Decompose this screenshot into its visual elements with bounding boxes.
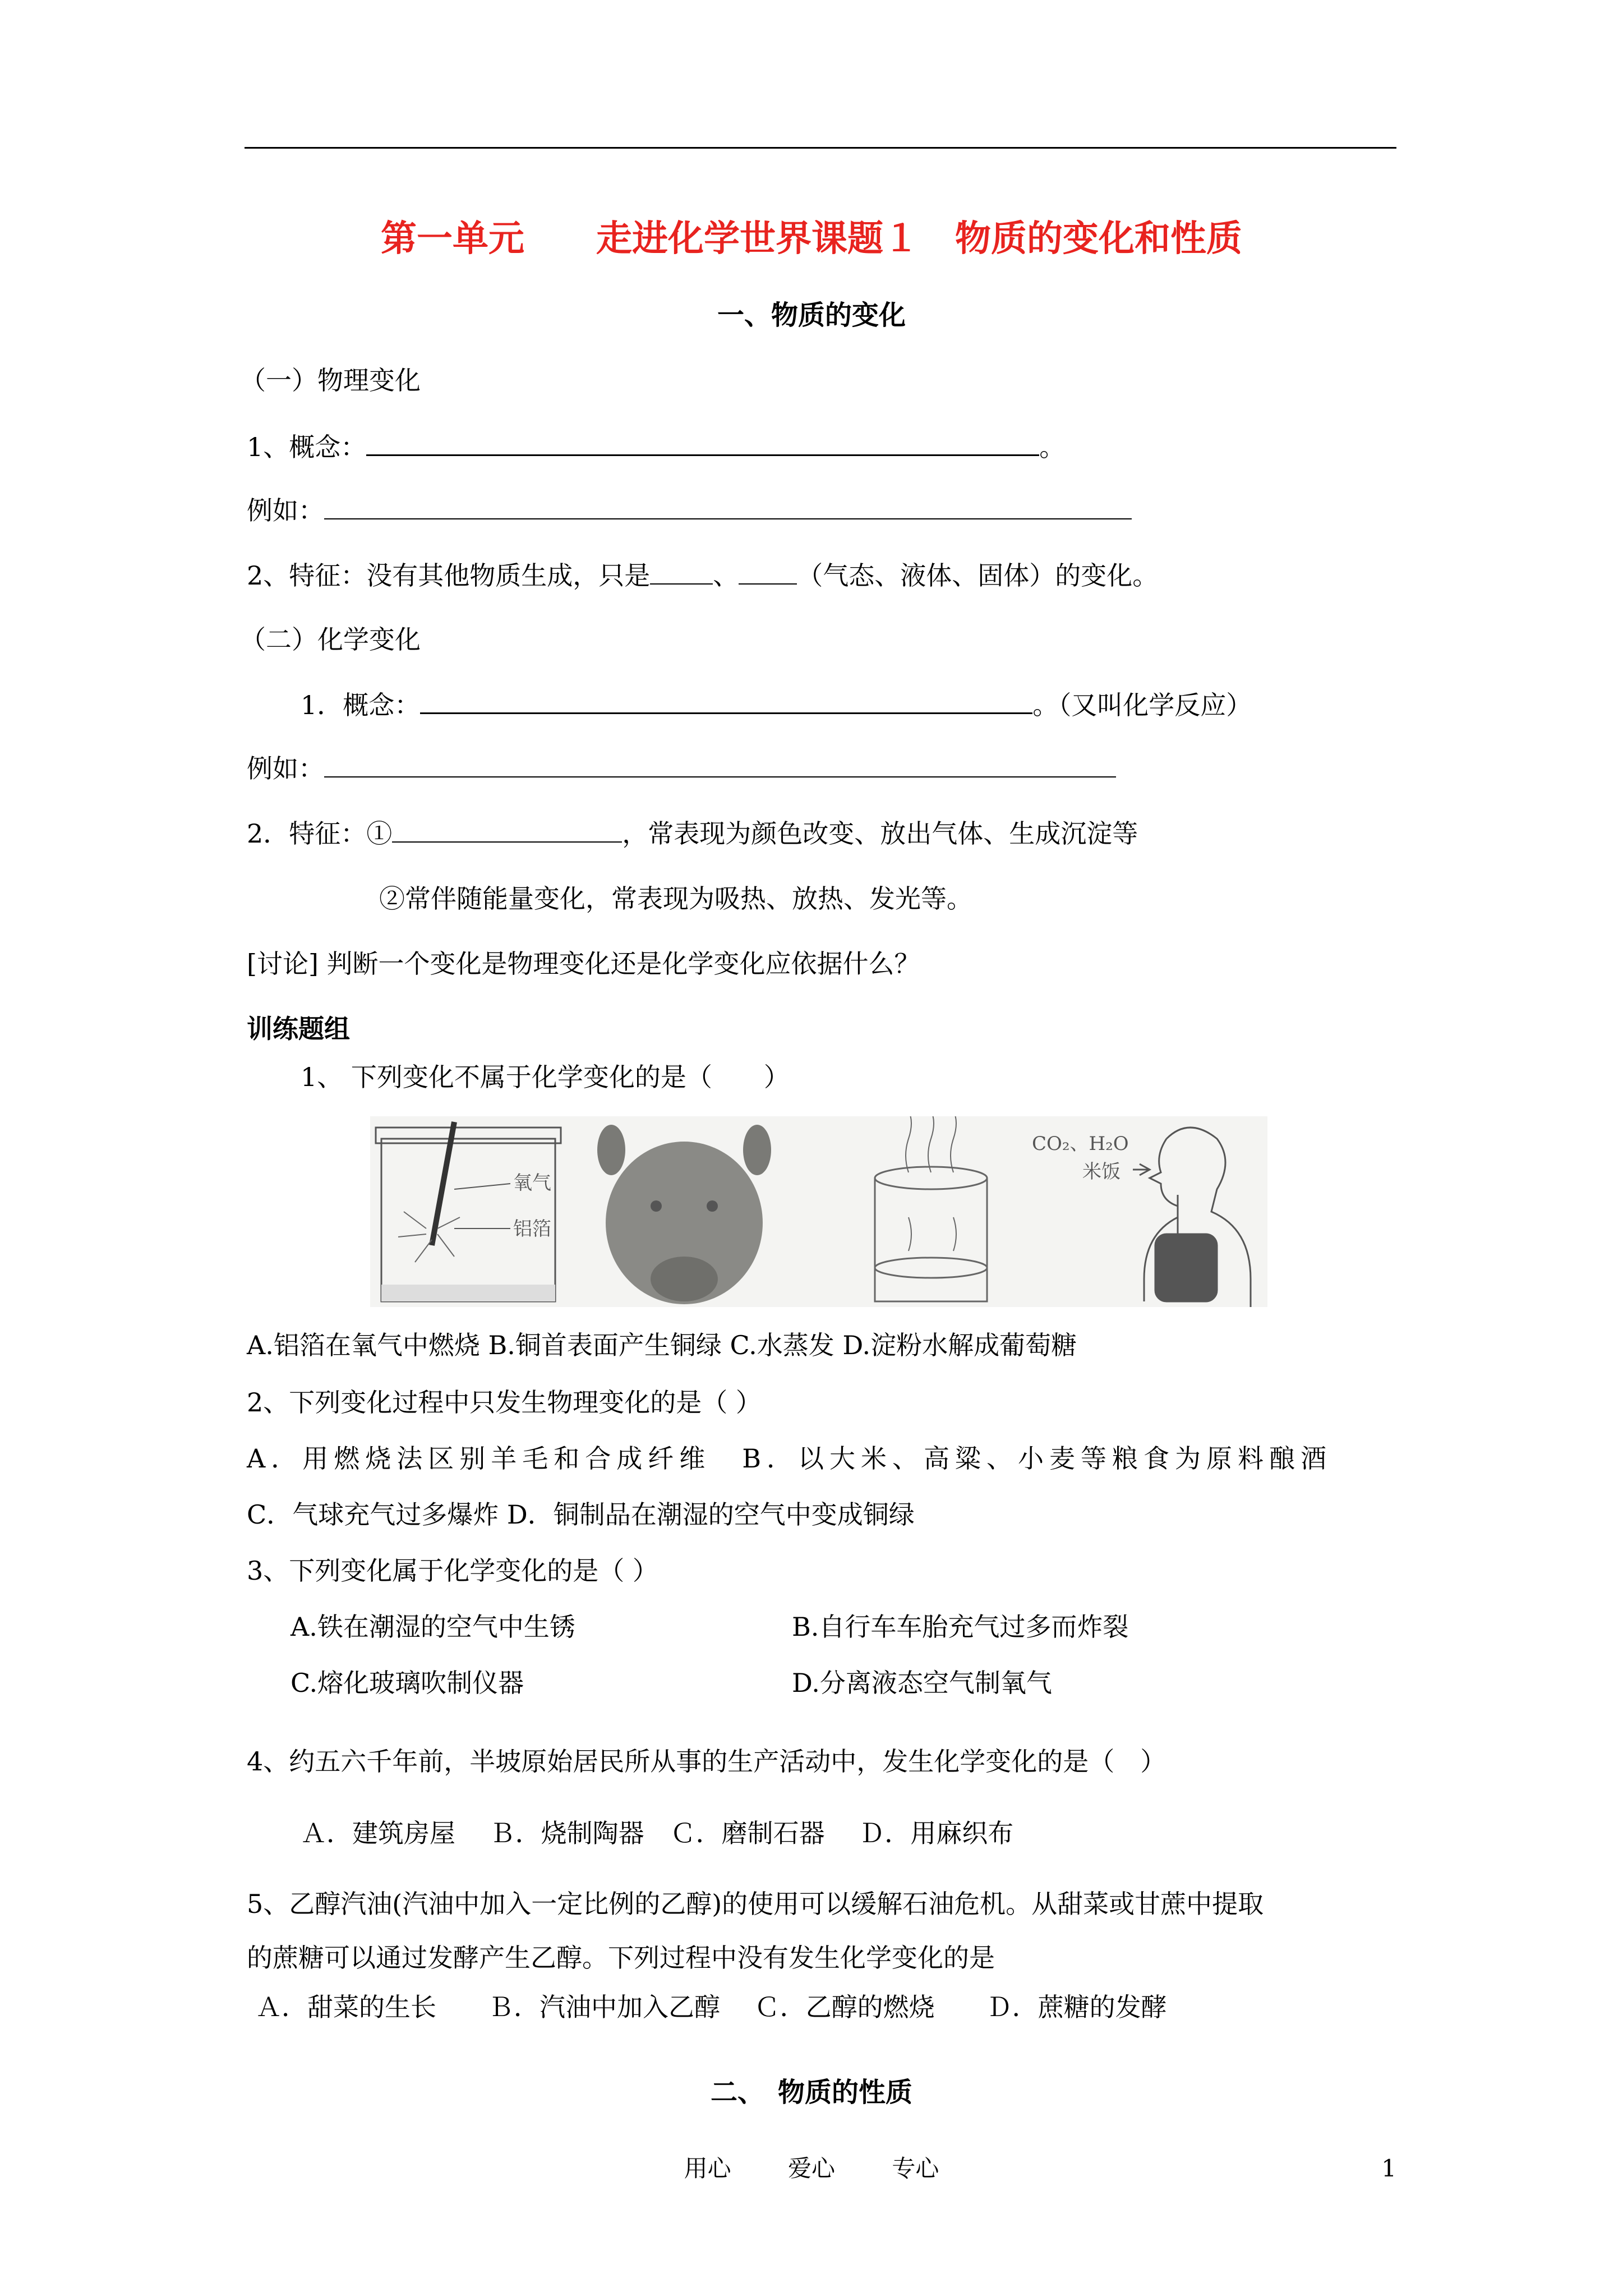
chemical-feature-line [247, 817, 1138, 850]
label-rice: 米饭 [1082, 1161, 1121, 1183]
practice-heading: 训练题组 [247, 1014, 350, 1044]
footer-text-2: 爱心 [787, 2155, 835, 2182]
physical-feature-blank-2[interactable] [739, 559, 797, 585]
q2-options-line1: A．用燃烧法区别羊毛和合成纤维 B．以大米、高粱、小麦等粮食为原料酿酒 [247, 1443, 1332, 1474]
header-rule [245, 147, 1396, 149]
q3-option-b: B.自行车车胎充气过多而炸裂 [792, 1612, 1129, 1642]
q3-option-c: C.熔化玻璃吹制仪器 [291, 1668, 524, 1698]
physical-feature-line [247, 559, 1158, 592]
page-title: 第一单元 走进化学世界课题１ 物质的变化和性质 [381, 218, 1242, 260]
physical-example-label: 例如： [247, 495, 324, 526]
discussion: [讨论] 判断一个变化是物理变化还是化学变化应依据什么？ [247, 949, 920, 979]
chemical-example-line [247, 752, 1116, 785]
chemical-feature-2: ②常伴随能量变化，常表现为吸热、放热、发光等。 [379, 884, 972, 914]
footer-text-1: 用心 [684, 2155, 731, 2182]
q1-figure-svg [370, 1116, 1267, 1307]
q5-line2: 的蔗糖可以通过发酵产生乙醇。下列过程中没有发生化学变化的是 [247, 1943, 995, 1973]
physical-feature-sep: 、 [713, 560, 739, 591]
q5-options: Ａ．甜菜的生长 Ｂ．汽油中加入乙醇 Ｃ．乙醇的燃烧 Ｄ．蔗糖的发酵 [256, 1992, 1167, 2022]
q5-line1: 5、乙醇汽油(汽油中加入一定比例的乙醇)的使用可以缓解石油危机。从甜菜或甘蔗中提取 [247, 1889, 1264, 1919]
physical-feature-prefix: 2、特征：没有其他物质生成，只是 [247, 560, 651, 591]
chemical-concept-line [301, 687, 1252, 722]
q1-options: A.铝箔在氧气中燃烧 B.铜首表面产生铜绿 C.水蒸发 D.淀粉水解成葡萄糖 [247, 1330, 1077, 1360]
physical-concept-line [247, 429, 1065, 464]
chemical-concept-blank[interactable] [420, 687, 1032, 714]
physical-concept-end: 。 [1039, 432, 1066, 462]
chemical-feature-prefix: 2．特征：① [247, 818, 393, 849]
q3-option-d: D.分离液态空气制氧气 [792, 1668, 1052, 1698]
human-body-illustration [1133, 1128, 1251, 1307]
beaker-illustration [875, 1116, 987, 1301]
physical-concept-label: 1、概念： [247, 432, 367, 462]
label-foil: 铝箔 [513, 1218, 551, 1240]
section1-heading: 一、物质的变化 [717, 300, 906, 331]
page-footer [0, 2153, 1623, 2184]
q3-stem: 3、下列变化属于化学变化的是（ ） [247, 1556, 658, 1586]
footer-text-3: 专心 [892, 2155, 939, 2182]
bronze-head-illustration [597, 1125, 771, 1304]
chemical-concept-label: 1．概念： [301, 690, 421, 720]
chemical-concept-end: 。（又叫化学反应） [1032, 690, 1252, 720]
chemical-example-label: 例如： [247, 753, 324, 784]
q4-options: Ａ．建筑房屋 Ｂ．烧制陶器 Ｃ．磨制石器 Ｄ．用麻织布 [301, 1818, 1014, 1848]
chemical-example-blank[interactable] [324, 752, 1116, 777]
q1-figure [370, 1116, 1267, 1307]
q2-stem: 2、下列变化过程中只发生物理变化的是（ ） [247, 1387, 762, 1418]
label-gas: CO₂、H₂O [1032, 1133, 1129, 1155]
q2-options-line2: C．气球充气过多爆炸 D．铜制品在潮湿的空气中变成铜绿 [247, 1499, 915, 1530]
q1-stem: 1、 下列变化不属于化学变化的是（ ） [301, 1062, 790, 1092]
chemical-change-header: （二）化学变化 [240, 624, 421, 655]
page-number: 1 [1381, 2155, 1396, 2182]
physical-concept-blank[interactable] [366, 429, 1039, 456]
physical-feature-blank-1[interactable] [650, 559, 713, 585]
chemical-feature-suffix: ，常表现为颜色改变、放出气体、生成沉淀等 [622, 818, 1138, 849]
section2-heading: 二、 物质的性质 [710, 2077, 912, 2108]
physical-feature-suffix: （气态、液体、固体）的变化。 [797, 560, 1159, 591]
physical-change-header: （一）物理变化 [240, 365, 421, 395]
label-oxygen: 氧气 [513, 1172, 551, 1194]
q4-stem: 4、约五六千年前，半坡原始居民所从事的生产活动中，发生化学变化的是（ ） [247, 1746, 1166, 1777]
chemical-feature-blank[interactable] [392, 817, 622, 843]
physical-example-line [247, 494, 1132, 527]
jar-illustration [376, 1122, 561, 1301]
physical-example-blank[interactable] [324, 494, 1132, 519]
q3-option-a: A.铁在潮湿的空气中生锈 [291, 1612, 575, 1642]
